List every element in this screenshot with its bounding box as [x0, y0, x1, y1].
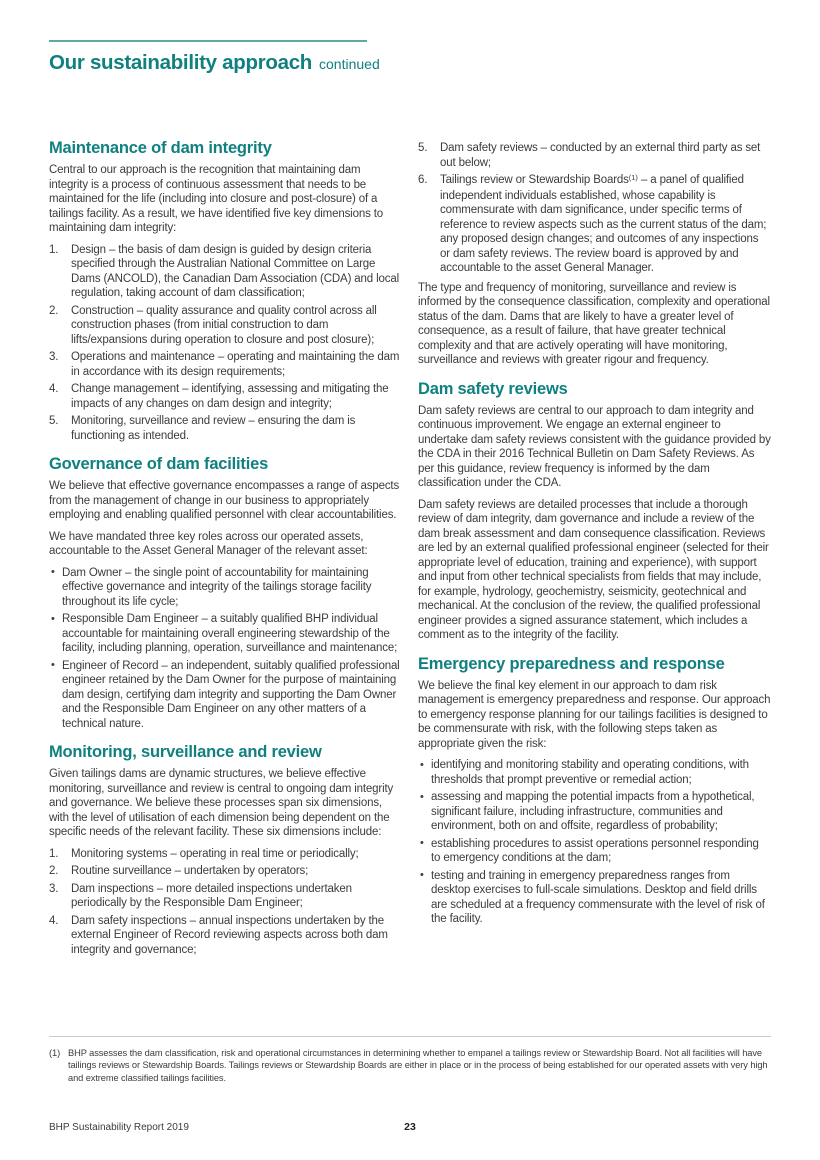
list-item — [49, 350, 402, 379]
list-number: 2. — [49, 865, 59, 877]
list-number: 3. — [49, 351, 59, 363]
list-item — [49, 304, 402, 348]
paragraph: Given tailings dams are dynamic structures, we believe effective monitoring, surveillance and review is central to ongoing dam integrity and governance. We believe these processes span six dimensions, with the level of utilisation of each dimension being dependent on the specific needs of the relevant facility. These six dimensions include: — [49, 768, 394, 838]
list-item-text: Monitoring, surveillance and review – ensuring the dam is functioning as intended. — [71, 415, 356, 442]
right-column — [418, 139, 771, 960]
footer-page-number: 23 — [404, 1121, 416, 1133]
list-item — [49, 914, 402, 958]
list-item-text: Monitoring systems – operating in real time or periodically; — [71, 847, 359, 860]
list-item-text: Design – the basis of dam design is guided by design criteria specified through the Australian National Committee on Large Dams (ANCOLD), the Canadian Dam Association (CDA) and local regulation, taking account of dam classification; — [71, 243, 399, 299]
list-item — [49, 847, 402, 862]
list-item — [49, 243, 402, 301]
list-item-text: Construction – quality assurance and quality control across all construction phases (from initial construction to dam lifts/expansions during operation to closure and post closure); — [71, 304, 377, 346]
list-number: 4. — [49, 914, 59, 927]
list-number: 2. — [49, 304, 59, 317]
list-item-text-pre: Tailings review or Stewardship Boards — [440, 174, 629, 186]
list-item-text-post: – a panel of qualified independent individuals established, whose capability is commensurate with dam significance, under specific terms of reference to review aspects such as the current status of the dam; any proposed design changes; and outcomes of any inspections or dam safety reviews. The review board is approved by and accountable to the asset General Manager. — [440, 174, 767, 274]
section-heading: Monitoring, surveillance and review — [49, 743, 322, 761]
list-item-text: Dam safety reviews – conducted by an external third party as set out below; — [440, 142, 761, 169]
numbered-list — [49, 847, 402, 958]
section-maintenance-of-dam-integrity — [49, 139, 402, 443]
bullet-item: • testing and training in emergency preparedness ranges from desktop exercises to full-scale simulations. Desktop and field drills are scheduled at a frequency commensurate with the level of risk of the facility. — [418, 869, 771, 927]
two-column-body — [0, 139, 820, 960]
section-numbered-list-continued — [418, 141, 771, 368]
list-item-text: Routine surveillance – undertaken by operators; — [71, 865, 309, 877]
footnote-marker: (1) — [49, 1048, 61, 1058]
bullet-list — [49, 566, 402, 732]
numbered-list — [418, 141, 771, 276]
section-dam-safety-reviews — [418, 380, 771, 643]
numbered-list — [49, 243, 402, 444]
footnote-area — [49, 1036, 771, 1084]
footnote-reference-superscript: (1) — [628, 172, 638, 182]
list-item — [49, 882, 402, 911]
page-header — [0, 0, 820, 75]
footer-report-title: BHP Sustainability Report 2019 — [49, 1122, 189, 1133]
section-governance-of-dam-facilities — [49, 455, 402, 731]
section-heading: Maintenance of dam integrity — [49, 139, 272, 157]
footnote-divider — [49, 1036, 771, 1037]
paragraph: We believe the final key element in our approach to dam risk management is emergency preparedness and response. Our approach to emergency response planning for our tailings facilities is designed to be commensurate with risk, with the following steps taken as appropriate given the risk: — [418, 679, 771, 750]
bullet-list — [418, 758, 771, 927]
list-item — [49, 864, 402, 879]
section-monitoring-surveillance-review — [49, 743, 402, 957]
page-title-continued: continued — [319, 56, 380, 72]
paragraph: Dam safety reviews are detailed processes that include a thorough review of dam integrity, dam governance and include a review of the dam break assessment and dam consequence classification. Reviews are led by an external qualified professional engineer (selected for their appropriate level of education, training and experience), with support and input from other technical specialists from fields that may include, for example, hydrology, geochemistry, seismicity, geotechnical and mechanical. At the conclusion of the review, the qualified professional engineer provides a signed assurance statement, which includes a comment as to the integrity of the facility. — [418, 498, 769, 641]
list-number: 3. — [49, 882, 59, 895]
bullet-item: • identifying and monitoring stability and operating conditions, with thresholds that prompt preventive or remedial action; — [418, 758, 771, 787]
section-emergency-preparedness-response — [418, 655, 771, 927]
section-heading: Dam safety reviews — [418, 379, 568, 398]
page-title: Our sustainability approach — [49, 51, 313, 74]
list-item-text: Dam inspections – more detailed inspections undertaken periodically by the Responsible Dam Engineer; — [71, 882, 352, 909]
left-column — [49, 139, 402, 960]
paragraph: We have mandated three key roles across our operated assets, accountable to the Asset General Manager of the relevant asset: — [49, 530, 368, 557]
list-number: 5. — [49, 415, 59, 427]
section-heading: Governance of dam facilities — [49, 455, 269, 473]
footnote-text: BHP assesses the dam classification, risk and operational circumstances in determining whether to empanel a tailings review or Stewardship Board. Not all facilities will have tailings reviews or Stewardship Boards. Tailings reviews or Stewardship Boards are either in place or in the process of being established for our operated assets with very high and extreme classified tailings facilities. — [68, 1048, 768, 1083]
bullet-item: • Responsible Dam Engineer – a suitably qualified BHP individual accountable for maintaining overall engineering stewardship of the facility, including planning, operation, surveillance and maintenance; — [49, 612, 402, 656]
list-item-text: Dam safety inspections – annual inspections undertaken by the external Engineer of Record reviewing aspects across both dam integrity and governance; — [71, 914, 388, 956]
list-item-text — [440, 173, 771, 276]
paragraph: Dam safety reviews are central to our approach to dam integrity and continuous improvement. We engage an external engineer to undertake dam safety reviews consistent with the guidance provided by the CDA in their 2016 Technical Bulletin on Dam Safety Reviews. As per this guidance, review frequency is informed by the dam classification under the CDA. — [418, 404, 771, 489]
bullet-item: • establishing procedures to assist operations personnel responding to emergency conditions at the dam; — [418, 837, 771, 866]
list-item — [49, 414, 402, 443]
list-item — [418, 173, 771, 276]
list-item — [49, 382, 402, 411]
list-number: 1. — [49, 847, 59, 860]
header-rule — [49, 40, 367, 42]
list-number: 5. — [418, 142, 428, 154]
bullet-item: • assessing and mapping the potential impacts from a hypothetical, significant failure, including infrastructure, communities and environment, both on and offsite, regardless of probability; — [418, 790, 771, 834]
paragraph: Central to our approach is the recognition that maintaining dam integrity is a process of continuous assessment that needs to be maintained for the life (including into closure and post-closure) of a tailings facility. As a result, we have identified five key dimensions to maintaining dam integrity: — [49, 164, 384, 234]
list-number: 1. — [49, 243, 59, 256]
list-item-text: Operations and maintenance – operating and maintaining the dam in accordance with its design requirements; — [71, 351, 400, 378]
footnote — [49, 1047, 771, 1084]
list-number: 4. — [49, 383, 59, 395]
paragraph: We believe that effective governance encompasses a range of aspects from the management of change in our business to appropriately employing and enabling qualified personnel with clear accountabilities. — [49, 480, 400, 521]
section-heading: Emergency preparedness and response — [418, 654, 725, 673]
paragraph: The type and frequency of monitoring, surveillance and review is informed by the consequence classification, complexity and operational status of the dam. Dams that are likely to have a greater level of consequence, as a result of failure, that have greater technical complexity and that are actively operating will have monitoring, surveillance and reviews with greater rigour and frequency. — [418, 281, 770, 366]
bullet-item: • Engineer of Record – an independent, suitably qualified professional engineer retained by the Dam Owner for the purpose of maintaining dam design, certifying dam integrity and supporting the Dam Owner and the Responsible Dam Engineer on any other matters of a technical nature. — [49, 659, 402, 732]
list-number: 6. — [418, 174, 428, 186]
bullet-item: • Dam Owner – the single point of accountability for maintaining effective governance and integrity of the tailings storage facility throughout its life cycle; — [49, 566, 402, 610]
page-footer — [49, 1122, 771, 1133]
list-item — [418, 141, 771, 170]
list-item-text: Change management – identifying, assessing and mitigating the impacts of any changes on dam design and integrity; — [71, 383, 389, 410]
